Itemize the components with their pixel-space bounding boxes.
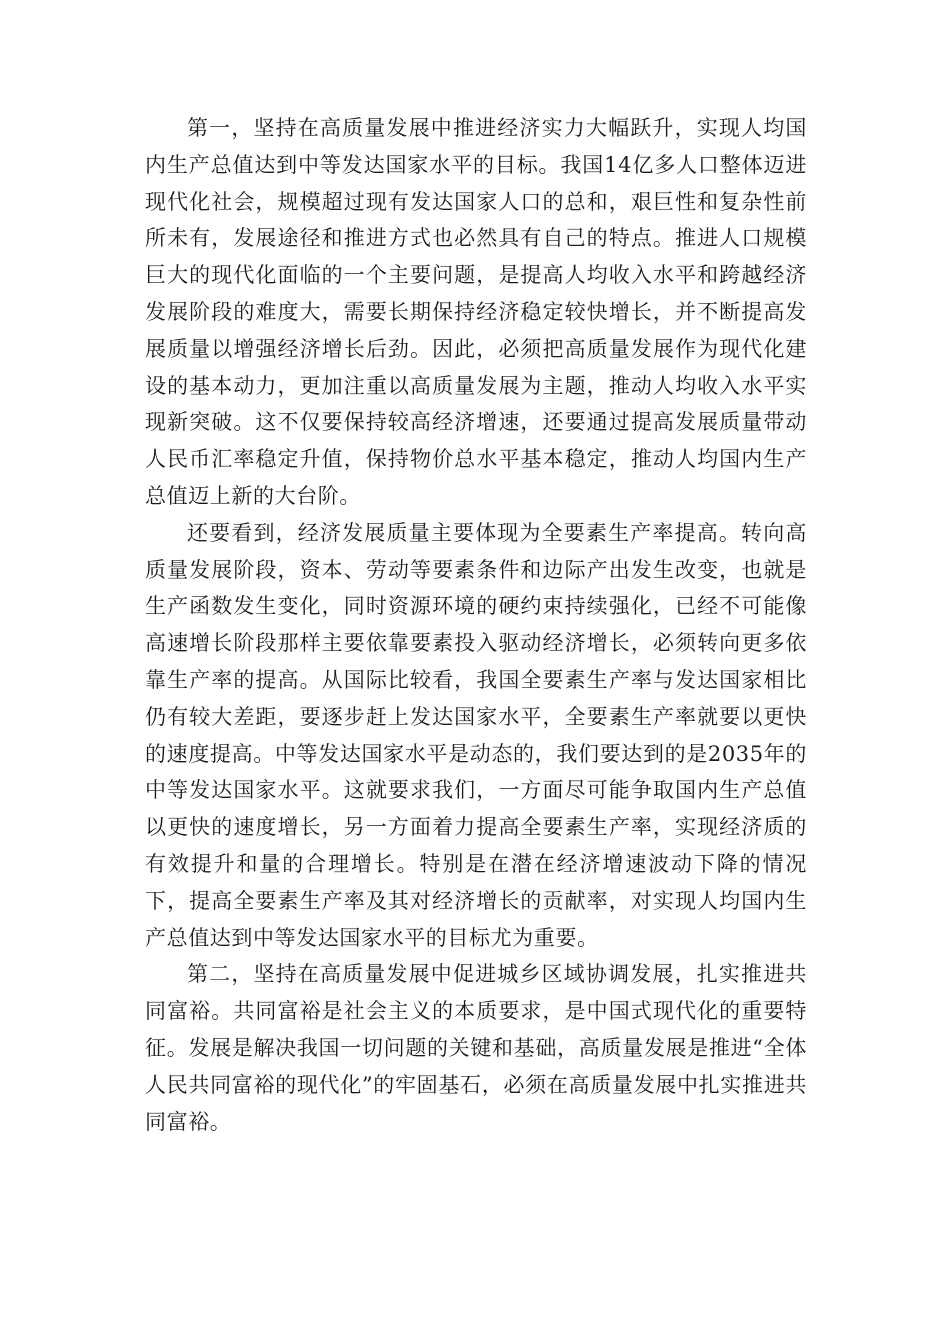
paragraph-3: 第二，坚持在高质量发展中促进城乡区域协调发展，扎实推进共同富裕。共同富裕是社会主义的本质要求，是中国式现代化的重要特征。发展是解决我国一切问题的关键和基础，高质量发展是推进“全体人民共同富裕的现代化”的牢固基石，必须在高质量发展中扎实推进共同富裕。 xyxy=(145,962,807,1134)
paragraph-1: 第一，坚持在高质量发展中推进经济实力大幅跃升，实现人均国内生产总值达到中等发达国家水平的目标。我国14亿多人口整体迈进现代化社会，规模超过现有发达国家人口的总和，艰巨性和复杂性前所未有，发展途径和推进方式也必然具有自己的特点。推进人口规模巨大的现代化面临的一个主要问题，是提高人均收入水平和跨越经济发展阶段的难度大，需要长期保持经济稳定较快增长，并不断提高发展质量以增强经济增长后劲。因此，必须把高质量发展作为现代化建设的基本动力，更加注重以高质量发展为主题，推动人均收入水平实现新突破。这不仅要保持较高经济增速，还要通过提高发展质量带动人民币汇率稳定升值，保持物价总水平基本稳定，推动人均国内生产总值迈上新的大台阶。 xyxy=(145,116,807,508)
document-body xyxy=(145,110,807,1140)
paragraph-2: 还要看到，经济发展质量主要体现为全要素生产率提高。转向高质量发展阶段，资本、劳动等要素条件和边际产出发生改变，也就是生产函数发生变化，同时资源环境的硬约束持续强化，已经不可能像高速增长阶段那样主要依靠要素投入驱动经济增长，必须转向更多依靠生产率的提高。从国际比较看，我国全要素生产率与发达国家相比仍有较大差距，要逐步赶上发达国家水平，全要素生产率就要以更快的速度提高。中等发达国家水平是动态的，我们要达到的是2035年的中等发达国家水平。这就要求我们，一方面尽可能争取国内生产总值以更快的速度增长，另一方面着力提高全要素生产率，实现经济质的有效提升和量的合理增长。特别是在潜在经济增速波动下降的情况下，提高全要素生产率及其对经济增长的贡献率，对实现人均国内生产总值达到中等发达国家水平的目标尤为重要。 xyxy=(145,520,807,950)
